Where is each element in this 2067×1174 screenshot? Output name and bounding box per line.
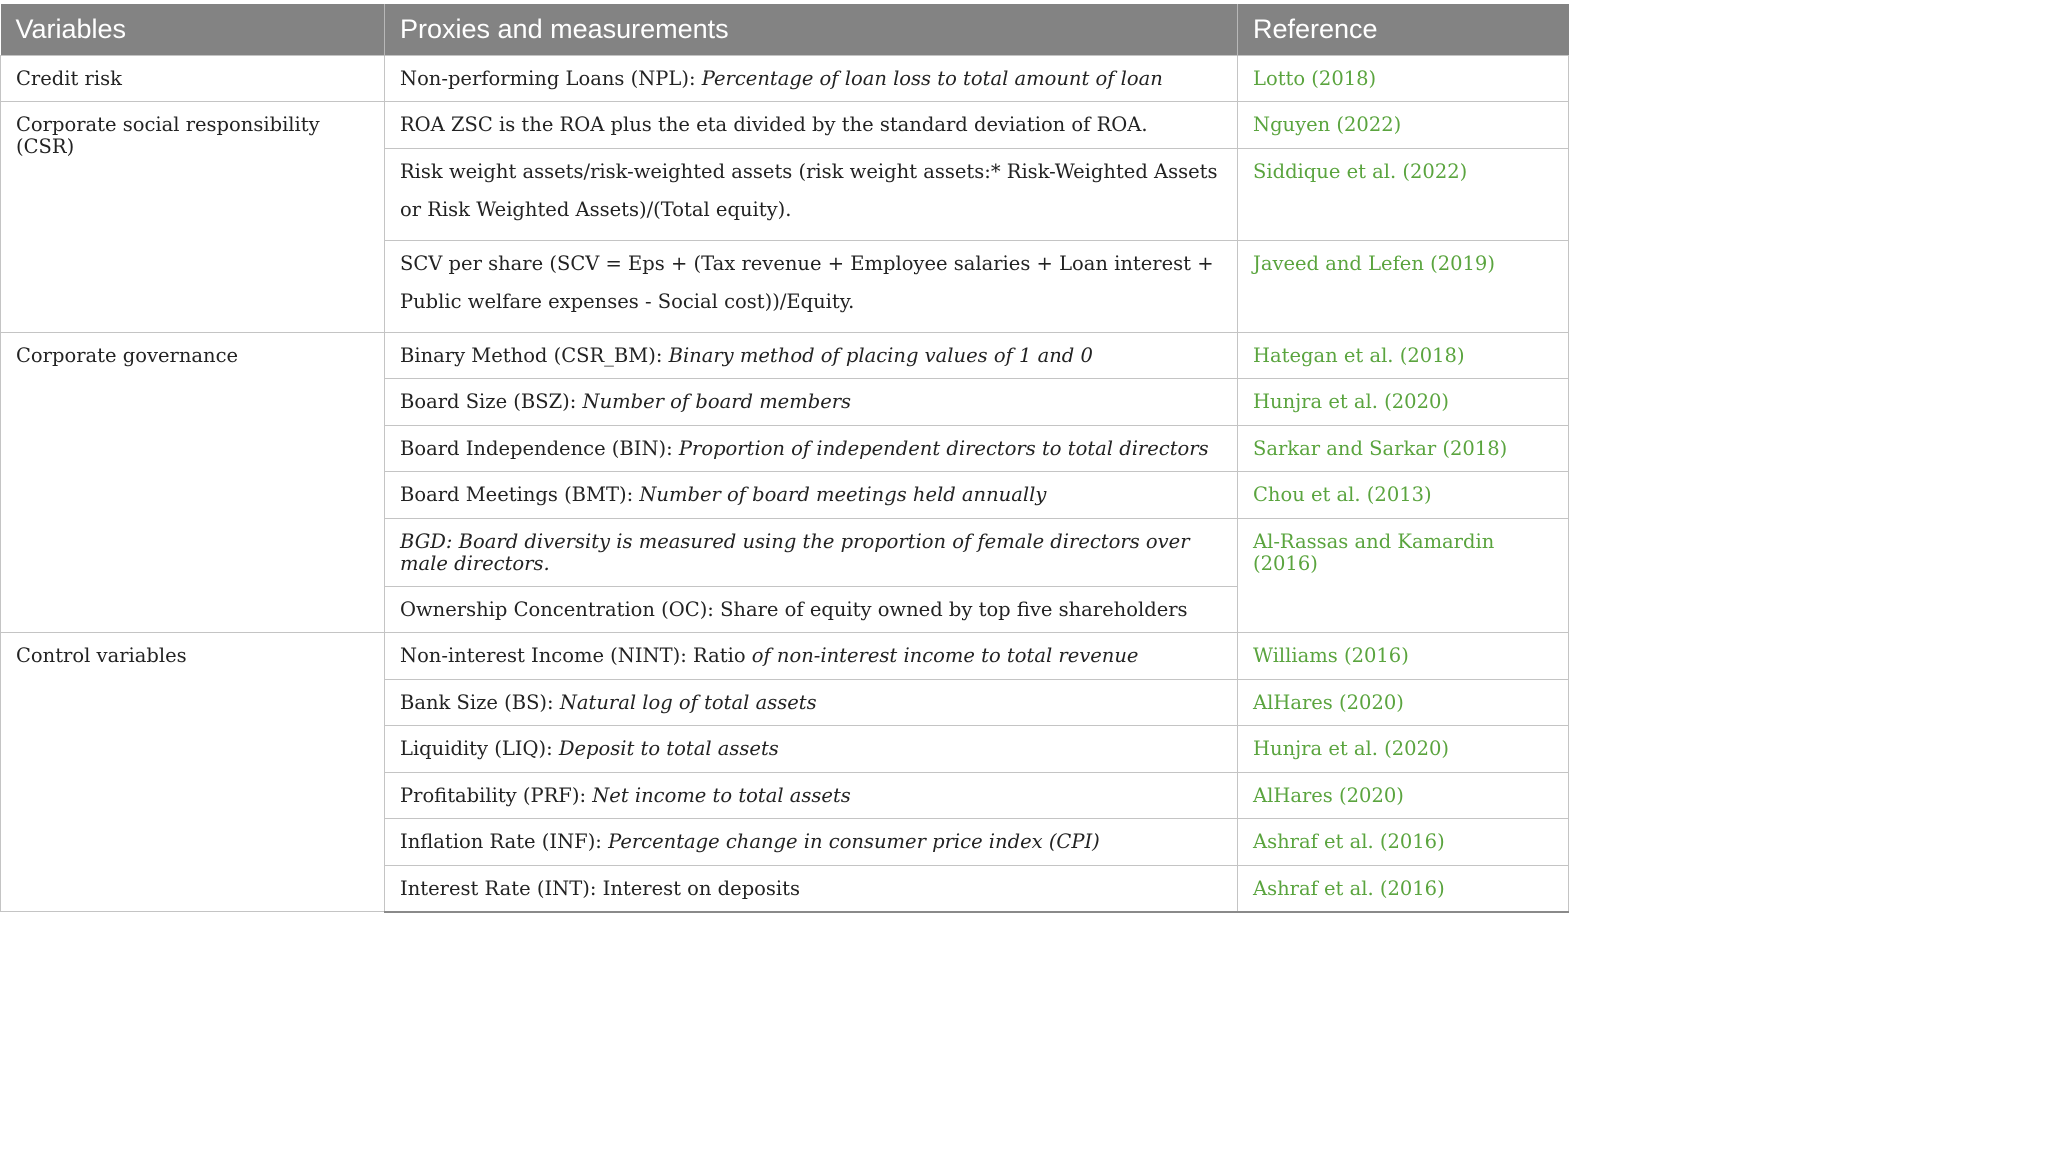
proxy-cell [385,240,1238,332]
proxy-label: ROA ZSC is the ROA plus the eta divided by the standard deviation of ROA. [400,113,1148,136]
proxy-cell [385,379,1238,426]
reference-link[interactable]: Hategan et al. (2018) [1238,332,1569,379]
proxy-label: Profitability (PRF): [400,783,593,807]
proxy-description: Number of board meetings held annually [639,483,1047,506]
proxy-description: Binary method of placing values of 1 and 0 [668,343,1093,367]
proxy-label: Non-performing Loans (NPL): [400,66,702,90]
proxy-cell [385,332,1238,379]
proxy-label: Inflation Rate (INF): [400,830,609,853]
variable-cell: Credit risk [1,55,385,102]
proxy-cell [385,425,1238,472]
proxy-label: Risk weight assets/risk-weighted assets (risk weight assets:* Risk-Weighted Assets or Risk Weighted Assets)/(Total equity). [400,159,1218,221]
proxy-cell [385,55,1238,102]
proxy-cell [385,518,1238,586]
reference-link[interactable]: Javeed and Lefen (2019) [1238,240,1569,332]
proxy-cell [385,726,1238,773]
reference-link[interactable]: Al-Rassas and Kamardin (2016) [1238,518,1569,633]
proxy-cell [385,679,1238,726]
reference-link[interactable]: Ashraf et al. (2016) [1238,819,1569,866]
proxy-label: Binary Method (CSR_BM): [400,343,669,367]
proxy-description: Proportion of independent directors to total directors [678,436,1209,460]
proxy-description: BGD: Board diversity is measured using the proportion of female directors over male directors. [400,529,1190,575]
proxy-cell [385,865,1238,912]
proxy-label: Liquidity (LIQ): [400,737,559,760]
proxy-label: Board Size (BSZ): [400,390,583,413]
measurement-table [0,4,1569,913]
proxy-label: Board Independence (BIN): [400,436,679,460]
variable-cell: Control variables [1,633,385,912]
table-header-row [1,4,1569,55]
reference-link[interactable]: Ashraf et al. (2016) [1238,865,1569,912]
proxy-cell [385,586,1238,633]
table-row [1,633,1569,680]
proxy-description: Number of board members [582,390,852,413]
proxy-cell [385,148,1238,240]
proxy-description: Percentage of loan loss to total amount of loan [701,66,1163,90]
proxy-description: Natural log of total assets [559,690,817,714]
proxy-label: Bank Size (BS): [400,690,560,714]
reference-link[interactable]: Sarkar and Sarkar (2018) [1238,425,1569,472]
reference-link[interactable]: Hunjra et al. (2020) [1238,726,1569,773]
header-proxies: Proxies and measurements [385,4,1238,55]
table-row [1,55,1569,102]
reference-link[interactable]: Nguyen (2022) [1238,102,1569,149]
variable-cell: Corporate social responsibility (CSR) [1,102,385,333]
reference-link[interactable]: Williams (2016) [1238,633,1569,680]
proxy-description: Net income to total assets [592,783,851,807]
reference-link[interactable]: Siddique et al. (2022) [1238,148,1569,240]
proxy-description: of non-interest income to total revenue [751,644,1139,667]
proxy-label: SCV per share (SCV = Eps + (Tax revenue + Employee salaries + Loan interest + Public welfare expenses - Social cost))/Equity. [400,251,1214,313]
reference-link[interactable]: Lotto (2018) [1238,55,1569,102]
proxy-cell [385,772,1238,819]
reference-link[interactable]: Chou et al. (2013) [1238,472,1569,519]
table-row [1,102,1569,149]
variable-cell: Corporate governance [1,332,385,633]
reference-link[interactable]: AlHares (2020) [1238,679,1569,726]
proxy-cell [385,819,1238,866]
proxy-label: Ownership Concentration (OC): Share of equity owned by top five shareholders [400,597,1188,621]
proxy-description: Percentage change in consumer price index (CPI) [608,830,1100,853]
header-reference: Reference [1238,4,1569,55]
proxy-cell [385,102,1238,149]
reference-link[interactable]: AlHares (2020) [1238,772,1569,819]
header-variables: Variables [1,4,385,55]
proxy-cell [385,472,1238,519]
proxy-label: Non-interest Income (NINT): Ratio [400,644,752,667]
proxy-cell [385,633,1238,680]
proxy-label: Interest Rate (INT): Interest on deposits [400,876,800,900]
reference-link[interactable]: Hunjra et al. (2020) [1238,379,1569,426]
table-row [1,332,1569,379]
proxy-label: Board Meetings (BMT): [400,483,640,506]
proxy-description: Deposit to total assets [558,737,779,760]
